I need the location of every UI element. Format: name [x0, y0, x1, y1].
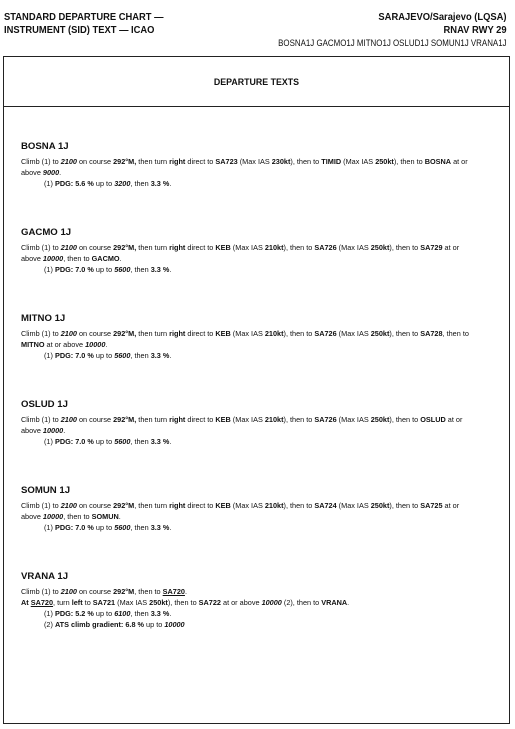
procedure-pdg-note: (1) PDG: 7.0 % up to 5600, then 3.3 %.: [44, 523, 172, 532]
procedure-pdg-note: (1) PDG: 7.0 % up to 5600, then 3.3 %.: [44, 437, 172, 446]
procedure-line-1: Climb (1) to 2100 on course 292°M, then turn right direct to KEB (Max IAS 210kt), then to SA726 (Max IAS 250kt), then to SA728, then to: [21, 329, 469, 338]
procedure-name: VRANA 1J: [21, 571, 69, 582]
procedure-pdg-note: (1) PDG: 5.2 % up to 6100, then 3.3 %.: [44, 609, 172, 618]
procedure-line-2: above 10000, then to SOMUN.: [21, 512, 121, 521]
aerodrome-name: SARAJEVO/Sarajevo (LQSA): [378, 12, 507, 23]
procedure-bosna-1j: [21, 141, 501, 189]
procedure-name: SOMUN 1J: [21, 485, 71, 496]
procedure-list: BOSNA1J GACMO1J MITNO1J OSLUD1J SOMUN1J VRANA1J: [278, 38, 507, 48]
procedure-name: OSLUD 1J: [21, 399, 68, 410]
procedure-line-2: above 9000.: [21, 168, 62, 177]
procedure-line-1: Climb (1) to 2100 on course 292°M, then turn right direct to SA723 (Max IAS 230kt), then to TIMID (Max IAS 250kt), then to BOSNA at or: [21, 157, 468, 166]
procedure-line-2: above 10000.: [21, 426, 66, 435]
chart-type-header: [4, 11, 164, 37]
procedure-pdg-note: (1) PDG: 7.0 % up to 5600, then 3.3 %.: [44, 265, 172, 274]
procedure-somun-1j: [21, 485, 501, 533]
procedure-line-1: Climb (1) to 2100 on course 292°M, then to SA720.: [21, 587, 187, 596]
procedure-line-1: Climb (1) to 2100 on course 292°M, then turn right direct to KEB (Max IAS 210kt), then to SA726 (Max IAS 250kt), then to SA729 at or: [21, 243, 460, 252]
procedure-ats-gradient-note: (2) ATS climb gradient: 6.8 % up to 10000: [44, 620, 185, 629]
departure-texts-frame: [3, 56, 510, 724]
procedure-pdg-note: (1) PDG: 5.6 % up to 3200, then 3.3 %.: [44, 179, 172, 188]
procedure-name: MITNO 1J: [21, 313, 66, 324]
header-left-line2: INSTRUMENT (SID) TEXT — ICAO: [4, 25, 155, 36]
header-left-line1: STANDARD DEPARTURE CHART —: [4, 12, 164, 23]
procedure-gacmo-1j: [21, 227, 501, 275]
runway-label: RNAV RWY 29: [443, 25, 507, 36]
procedure-name: GACMO 1J: [21, 227, 72, 238]
procedure-vrana-1j: [21, 571, 501, 630]
frame-title-row: [4, 57, 509, 107]
procedure-name: BOSNA 1J: [21, 141, 69, 152]
aerodrome-header: [247, 11, 507, 49]
top-edge-cut-text: [449, 0, 509, 3]
procedure-line-2: above 10000, then to GACMO.: [21, 254, 122, 263]
procedure-mitno-1j: [21, 313, 501, 361]
frame-title: DEPARTURE TEXTS: [213, 77, 300, 88]
procedure-line-2: MITNO at or above 10000.: [21, 340, 108, 349]
procedure-line-1: Climb (1) to 2100 on course 292°M, then turn right direct to KEB (Max IAS 210kt), then to SA726 (Max IAS 250kt), then to OSLUD at or: [21, 415, 463, 424]
procedure-pdg-note: (1) PDG: 7.0 % up to 5600, then 3.3 %.: [44, 351, 172, 360]
procedure-line-1: Climb (1) to 2100 on course 292°M, then turn right direct to KEB (Max IAS 210kt), then to SA724 (Max IAS 250kt), then to SA725 at or: [21, 501, 460, 510]
procedure-oslud-1j: [21, 399, 501, 447]
procedure-line-2: At SA720, turn left to SA721 (Max IAS 250kt), then to SA722 at or above 10000 (2), then to VRANA.: [21, 598, 350, 607]
